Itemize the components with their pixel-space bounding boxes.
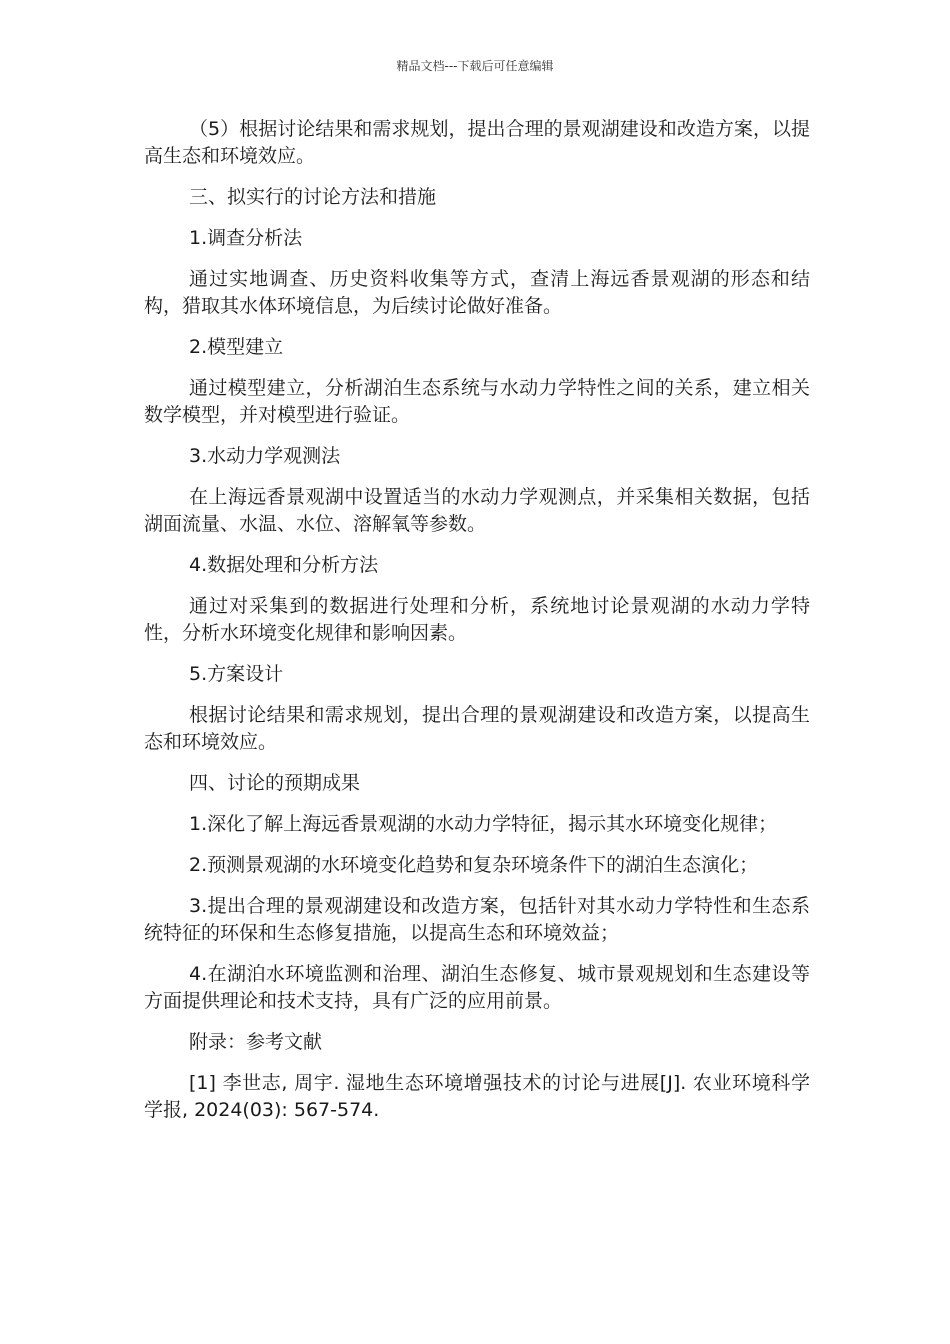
document-body	[144, 116, 810, 1138]
outcome-item-1: 1.深化了解上海远香景观湖的水动力学特征，揭示其水环境变化规律；	[189, 813, 778, 835]
outcome-item-4: 4.在湖泊水环境监测和治理、湖泊生态修复、城市景观规划和生态建设等方面提供理论和技术支持，具有广泛的应用前景。	[144, 963, 810, 1012]
appendix-heading: 附录：参考文献	[189, 1031, 323, 1053]
paragraph-design: 根据讨论结果和需求规划，提出合理的景观湖建设和改造方案，以提高生态和环境效应。	[144, 704, 810, 753]
paragraph-data-processing: 通过对采集到的数据进行处理和分析，系统地讨论景观湖的水动力学特性，分析水环境变化规律和影响因素。	[144, 595, 810, 644]
outcome-item-3: 3.提出合理的景观湖建设和改造方案，包括针对其水动力学特性和生态系统特征的环保和生态修复措施，以提高生态和环境效益；	[144, 895, 810, 944]
subheading-observation: 3.水动力学观测法	[189, 445, 341, 467]
subheading-survey: 1.调查分析法	[189, 227, 303, 249]
paragraph-survey: 通过实地调查、历史资料收集等方式，查清上海远香景观湖的形态和结构，猎取其水体环境信息，为后续讨论做好准备。	[144, 268, 810, 317]
section-heading-methods: 三、拟实行的讨论方法和措施	[189, 186, 437, 208]
reference-item-1: [1] 李世志, 周宇. 湿地生态环境增强技术的讨论与进展[J]. 农业环境科学学报, 2024(03): 567-574.	[144, 1072, 810, 1121]
outcome-item-2: 2.预测景观湖的水环境变化趋势和复杂环境条件下的湖泊生态演化；	[189, 854, 759, 876]
section-heading-outcomes: 四、讨论的预期成果	[189, 772, 361, 794]
paragraph-model: 通过模型建立，分析湖泊生态系统与水动力学特性之间的关系，建立相关数学模型，并对模型进行验证。	[144, 377, 810, 426]
subheading-model: 2.模型建立	[189, 336, 284, 358]
subheading-design: 5.方案设计	[189, 663, 284, 685]
paragraph-observation: 在上海远香景观湖中设置适当的水动力学观测点，并采集相关数据，包括湖面流量、水温、水位、溶解氧等参数。	[144, 486, 810, 535]
page-header: 精品文档---下载后可任意编辑	[396, 59, 554, 73]
paragraph-plan-item-5: （5）根据讨论结果和需求规划，提出合理的景观湖建设和改造方案，以提高生态和环境效应。	[144, 118, 810, 167]
subheading-data-processing: 4.数据处理和分析方法	[189, 554, 379, 576]
